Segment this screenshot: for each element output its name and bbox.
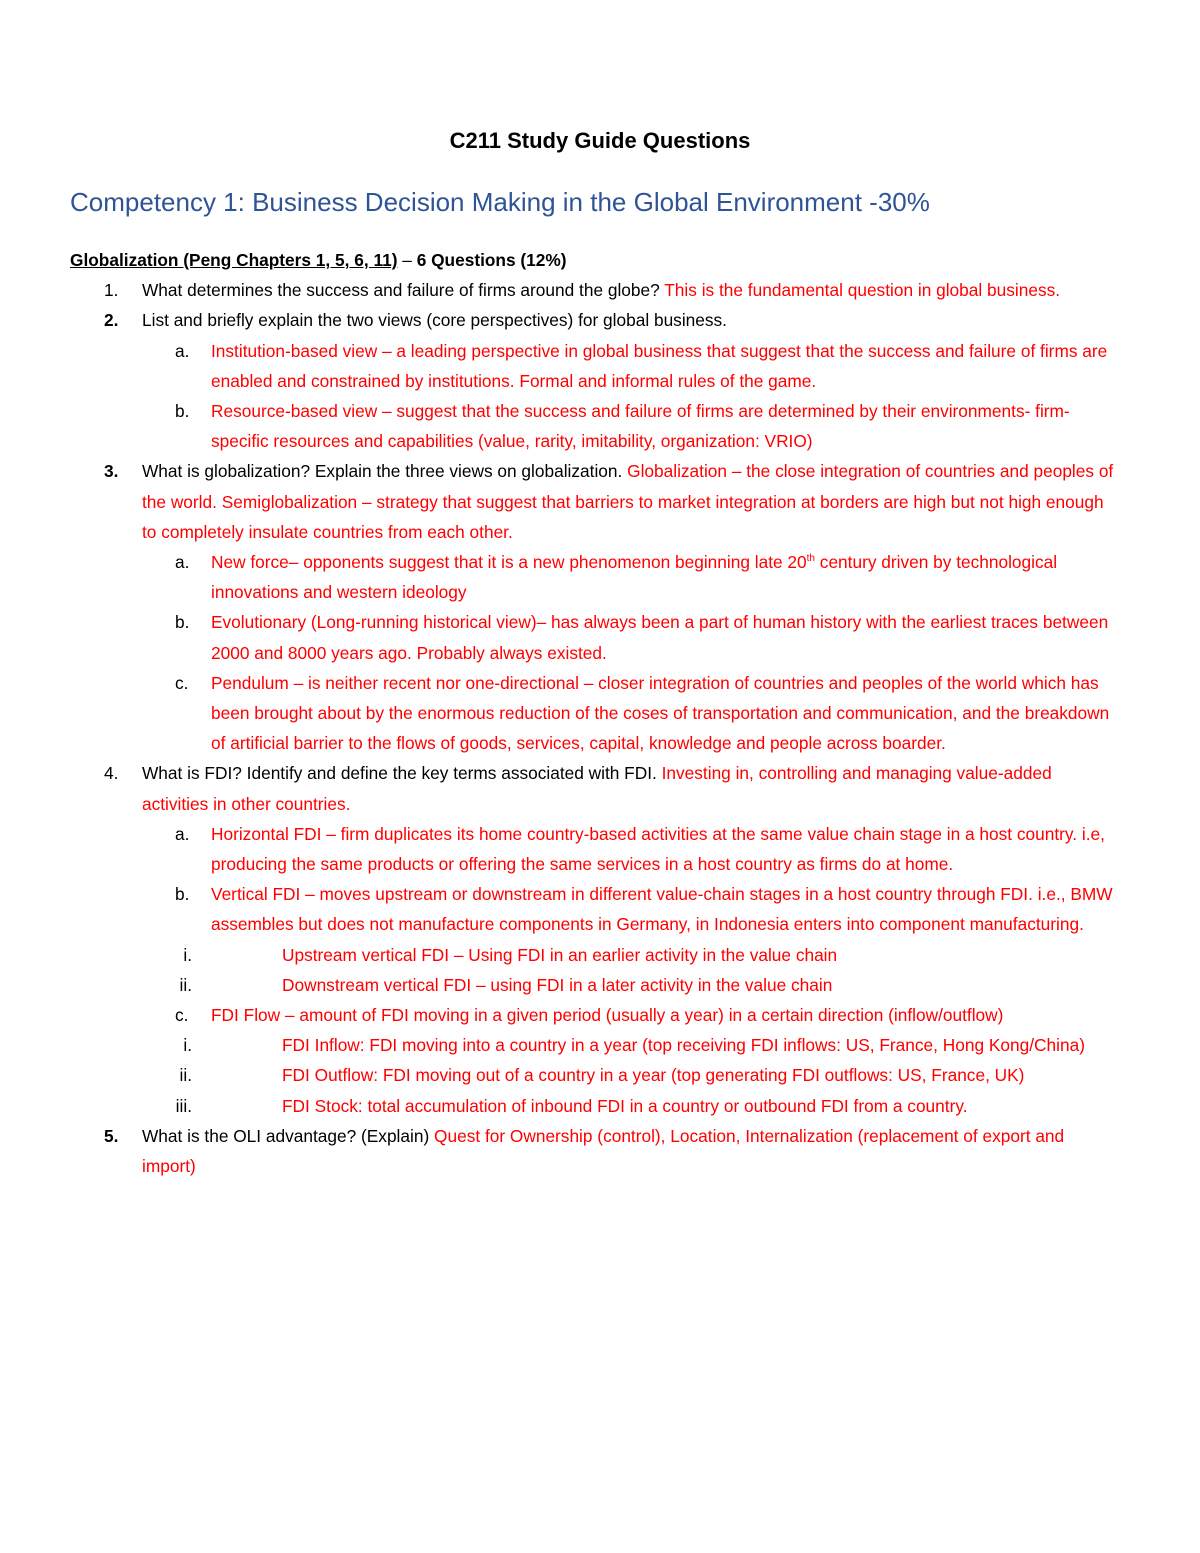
question-3-a [0, 547, 1122, 607]
list-marker: i. [183, 1035, 192, 1056]
list-marker: b. [175, 884, 190, 905]
list-marker: i. [183, 944, 192, 965]
answer-text: Pendulum – is neither recent nor one-directional – closer integration of countries and peoples of the world which has been brought about by the enormous reduction of the coses of transportation and communication, and the breakdown of artificial barrier to the flows of goods, services, capital, knowledge and people across boarder. [211, 672, 1110, 754]
answer-text-part-2: century driven by technological innovations and western ideology [211, 552, 1058, 603]
list-marker: ii. [179, 1065, 192, 1086]
answer-text: Globalization – the close integration of countries and peoples of the world. Semiglobalization – strategy that suggest that barriers to market integration at borders are high but not high enough to completely insulate countries from each other. [142, 461, 1114, 542]
question-3 [0, 456, 1122, 547]
question-text: What is the OLI advantage? (Explain) [142, 1125, 435, 1146]
list-marker: a. [175, 823, 190, 844]
superscript: th [806, 553, 815, 565]
list-marker: 1. [104, 280, 119, 301]
list-marker: b. [175, 401, 190, 421]
question-4-c-i [0, 1030, 1122, 1060]
question-text: What is globalization? Explain the three views on globalization. [142, 461, 628, 482]
answer-text: Quest for Ownership (control), Location, Internalization (replacement of export and import) [142, 1125, 1065, 1177]
answer-text: Upstream vertical FDI – Using FDI in an earlier activity in the value chain [282, 944, 838, 965]
list-marker: ii. [179, 974, 192, 995]
question-text: What is FDI? Identify and define the key terms associated with FDI. [142, 763, 662, 784]
list-marker: 3. [104, 461, 119, 482]
answer-text: This is the fundamental question in global business. [664, 280, 1061, 301]
question-5 [0, 1121, 1122, 1181]
answer-text [211, 552, 1057, 602]
question-1 [0, 275, 1122, 305]
question-2-a [0, 336, 1122, 396]
question-3-b [0, 607, 1122, 667]
list-marker: c. [175, 672, 189, 693]
section-title-rest: 6 Questions (12%) [416, 250, 567, 270]
list-marker: c. [175, 1005, 189, 1026]
answer-text: FDI Outflow: FDI moving out of a country in a year (top generating FDI outflows: US, France, UK) [282, 1065, 1025, 1086]
answer-text: FDI Inflow: FDI moving into a country in a year (top receiving FDI inflows: US, France, Hong Kong/China) [282, 1035, 1085, 1056]
answer-text: FDI Stock: total accumulation of inbound FDI in a country or outbound FDI from a country. [282, 1095, 968, 1116]
list-marker: a. [175, 552, 190, 573]
question-2-b [0, 396, 1122, 456]
question-4-b-ii [0, 970, 1122, 1000]
answer-text: Evolutionary (Long-running historical view)– has always been a part of human history with the earliest traces between 2000 and 8000 years ago. Probably always existed. [211, 612, 1109, 663]
list-marker: a. [175, 340, 190, 361]
question-3-c [0, 668, 1122, 759]
competency-heading: Competency 1: Business Decision Making in the Global Environment -30% [70, 187, 930, 217]
question-4-c [0, 1000, 1122, 1030]
answer-text: Investing in, controlling and managing value-added activities in other countries. [142, 763, 1052, 814]
answer-text: FDI Flow – amount of FDI moving in a given period (usually a year) in a certain direction (inflow/outflow) [211, 1005, 1004, 1026]
document-title: C211 Study Guide Questions [449, 128, 751, 153]
list-marker: b. [175, 612, 190, 633]
question-4-c-ii [0, 1060, 1122, 1090]
answer-text-part-1: New force– opponents suggest that it is a new phenomenon beginning late 20 [211, 552, 807, 573]
section-title-underlined: Globalization (Peng Chapters 1, 5, 6, 11) [70, 250, 398, 270]
list-marker: 5. [104, 1125, 119, 1146]
section-title [70, 245, 567, 275]
list-marker: 2. [104, 310, 119, 331]
question-4-a [0, 819, 1122, 879]
answer-text: Downstream vertical FDI – using FDI in a later activity in the value chain [282, 974, 833, 995]
question-4 [0, 758, 1122, 818]
section-title-dash: – [397, 250, 417, 270]
answer-text: Resource-based view – suggest that the success and failure of firms are determined by their environments- firm-specific resources and capabilities (value, rarity, imitability, organization: VRIO) [211, 401, 1070, 452]
answer-text: Institution-based view – a leading perspective in global business that suggest that the success and failure of firms are enabled and constrained by institutions. Formal and informal rules of the game. [211, 340, 1108, 391]
question-2 [0, 305, 1122, 335]
question-text: List and briefly explain the two views (core perspectives) for global business. [142, 310, 727, 331]
list-marker: iii. [175, 1095, 192, 1116]
answer-text: Horizontal FDI – firm duplicates its home country-based activities at the same value chain stage in a host country. i.e, producing the same products or offering the same services in a host country as firms do at home. [211, 823, 1105, 875]
question-4-b [0, 879, 1122, 939]
answer-text: Vertical FDI – moves upstream or downstream in different value-chain stages in a host country through FDI. i.e., BMW assembles but does not manufacture components in Germany, in Indonesia enters into component manufacturing. [211, 884, 1113, 935]
question-4-c-iii [0, 1091, 1122, 1121]
question-list [0, 275, 1200, 1181]
question-text: What determines the success and failure of firms around the globe? [142, 280, 665, 301]
list-marker: 4. [104, 763, 119, 784]
question-4-b-i [0, 940, 1122, 970]
